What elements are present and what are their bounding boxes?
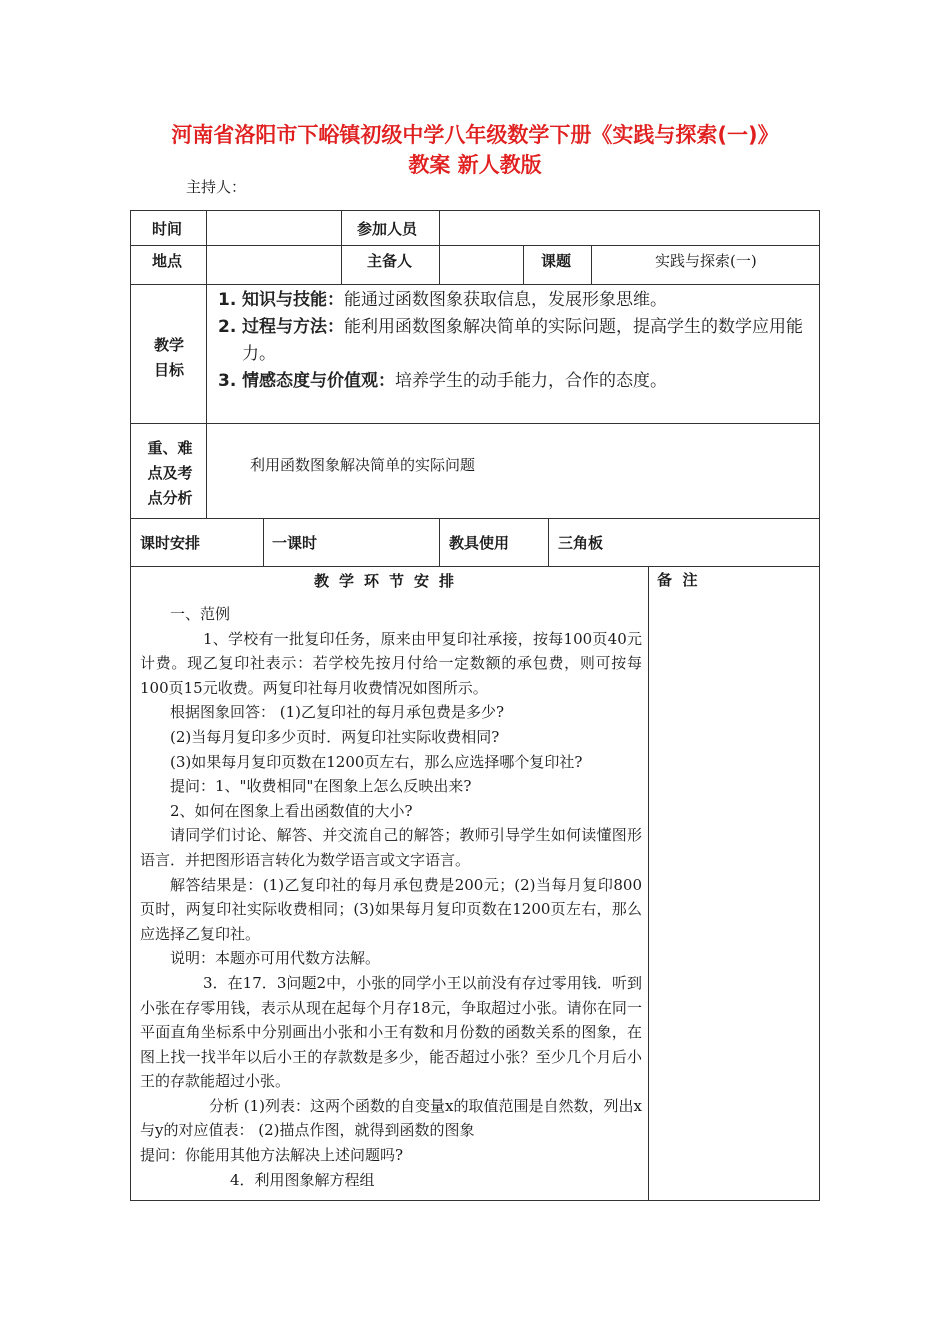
col-divider [439,210,440,285]
col-divider [523,245,524,285]
col-divider [548,518,549,567]
goal-number: 1. [218,290,237,310]
col-divider [206,210,207,424]
paragraph: 1、学校有一批复印任务，原来由甲复印社承接，按每100页40元计费。现乙复印社表示：若学校先按月付给一定数额的承包费，则可按每100页15元收费。两复印社每月收费情况如图所示。 [140,629,642,697]
col-divider [341,210,342,285]
section-title: 教学环节安排 [313,572,464,590]
document-title [130,120,820,180]
goals-list [216,287,810,395]
place-label: 地点 [152,252,183,270]
goal-number: 2. [218,317,237,337]
row-divider [130,518,820,519]
participants-label: 参加人员 [357,220,418,238]
title-line-2: 教案 新人教版 [408,153,542,177]
col-divider [439,518,440,567]
goals-label-line: 教学 [153,336,184,354]
paragraph: 提问：1、"收费相同"在图象上怎么反映出来? [170,777,472,796]
title-line-1: 河南省洛阳市下峪镇初级中学八年级数学下册《实践与探索(一)》 [171,123,779,147]
paragraph: (2)当每月复印多少页时．两复印社实际收费相同? [170,727,500,746]
hours-label: 课时安排 [140,534,201,552]
topic-label: 课题 [541,252,572,270]
preparer-label: 主备人 [367,252,413,270]
row-divider [130,566,820,567]
col-divider [648,566,649,1201]
row-divider [130,423,820,424]
goal-key: 知识与技能： [242,290,344,310]
hours-value: 一课时 [272,534,318,552]
tools-value: 三角板 [558,534,604,552]
row-divider [130,284,820,285]
key-points-label-line: 点分析 [147,489,193,507]
paragraph: 4．利用图象解方程组 [230,1170,375,1189]
row-divider [130,245,820,246]
paragraph: 2、如何在图象上看出函数值的大小? [170,801,413,820]
paragraph: 提问：你能用其他方法解决上述问题吗? [140,1146,404,1165]
goal-text: 能利用函数图象解决简单的实际问题，提高学生的数学应用能力。 [242,317,803,364]
paragraph: 解答结果是：(1)乙复印社的每月承包费是200元；(2)当每月复印800页时，两复印社实际收费相同；(3)如果每月复印页数在1200页左右，那么应选择乙复印社。 [140,875,642,943]
key-points-text: 利用函数图象解决简单的实际问题 [250,456,476,474]
tools-label: 教具使用 [449,534,510,552]
key-points-label-line: 点及考 [147,464,193,482]
goal-key: 情感态度与价值观： [242,371,395,391]
goal-item [216,368,810,395]
key-points-label-line: 重、难 [147,439,193,457]
time-label: 时间 [152,220,183,238]
goal-item [216,314,810,368]
lesson-body [140,602,642,1192]
goal-text: 能通过函数图象获取信息，发展形象思维。 [344,290,667,310]
goal-text: 培养学生的动手能力，合作的态度。 [395,371,667,391]
key-points-label [142,436,198,511]
topic-value: 实践与探索(一) [655,252,757,270]
goal-number: 3. [218,371,237,391]
paragraph: 分析 (1)列表：这两个函数的自变量x的取值范围是自然数，列出x与y的对应值表： (2)描点作图，就得到函数的图象 [140,1096,642,1140]
notes-label: 备 注 [657,571,698,589]
paragraph: 说明：本题亦可用代数方法解。 [170,949,381,968]
paragraph: 3．在17．3问题2中，小张的同学小王以前没有存过零用钱．听到小张在存零用钱，表示从现在起每个月存18元，争取超过小张。请你在同一平面直角坐标系中分别画出小张和小王有数和月份数的函数关系的图象，在图上找一找半年以后小王的存款数是多少，能否超过小张？至少几个月后小王的存款能超过小张。 [140,973,642,1091]
goal-item [216,287,810,314]
paragraph: 请同学们讨论、解答、并交流自己的解答；教师引导学生如何读懂图形语言．并把图形语言转化为数学语言或文字语言。 [140,826,642,869]
col-divider [206,423,207,519]
paragraph: (3)如果每月复印页数在1200页左右，那么应选择哪个复印社? [170,752,583,771]
paragraph: 一、范例 [170,605,231,623]
host-label: 主持人： [186,178,247,196]
col-divider [591,245,592,285]
paragraph: 根据图象回答： (1)乙复印社的每月承包费是多少? [170,703,505,722]
goals-label [153,333,185,383]
col-divider [263,518,264,567]
goals-label-line: 目标 [153,361,184,379]
goal-key: 过程与方法： [242,317,344,337]
